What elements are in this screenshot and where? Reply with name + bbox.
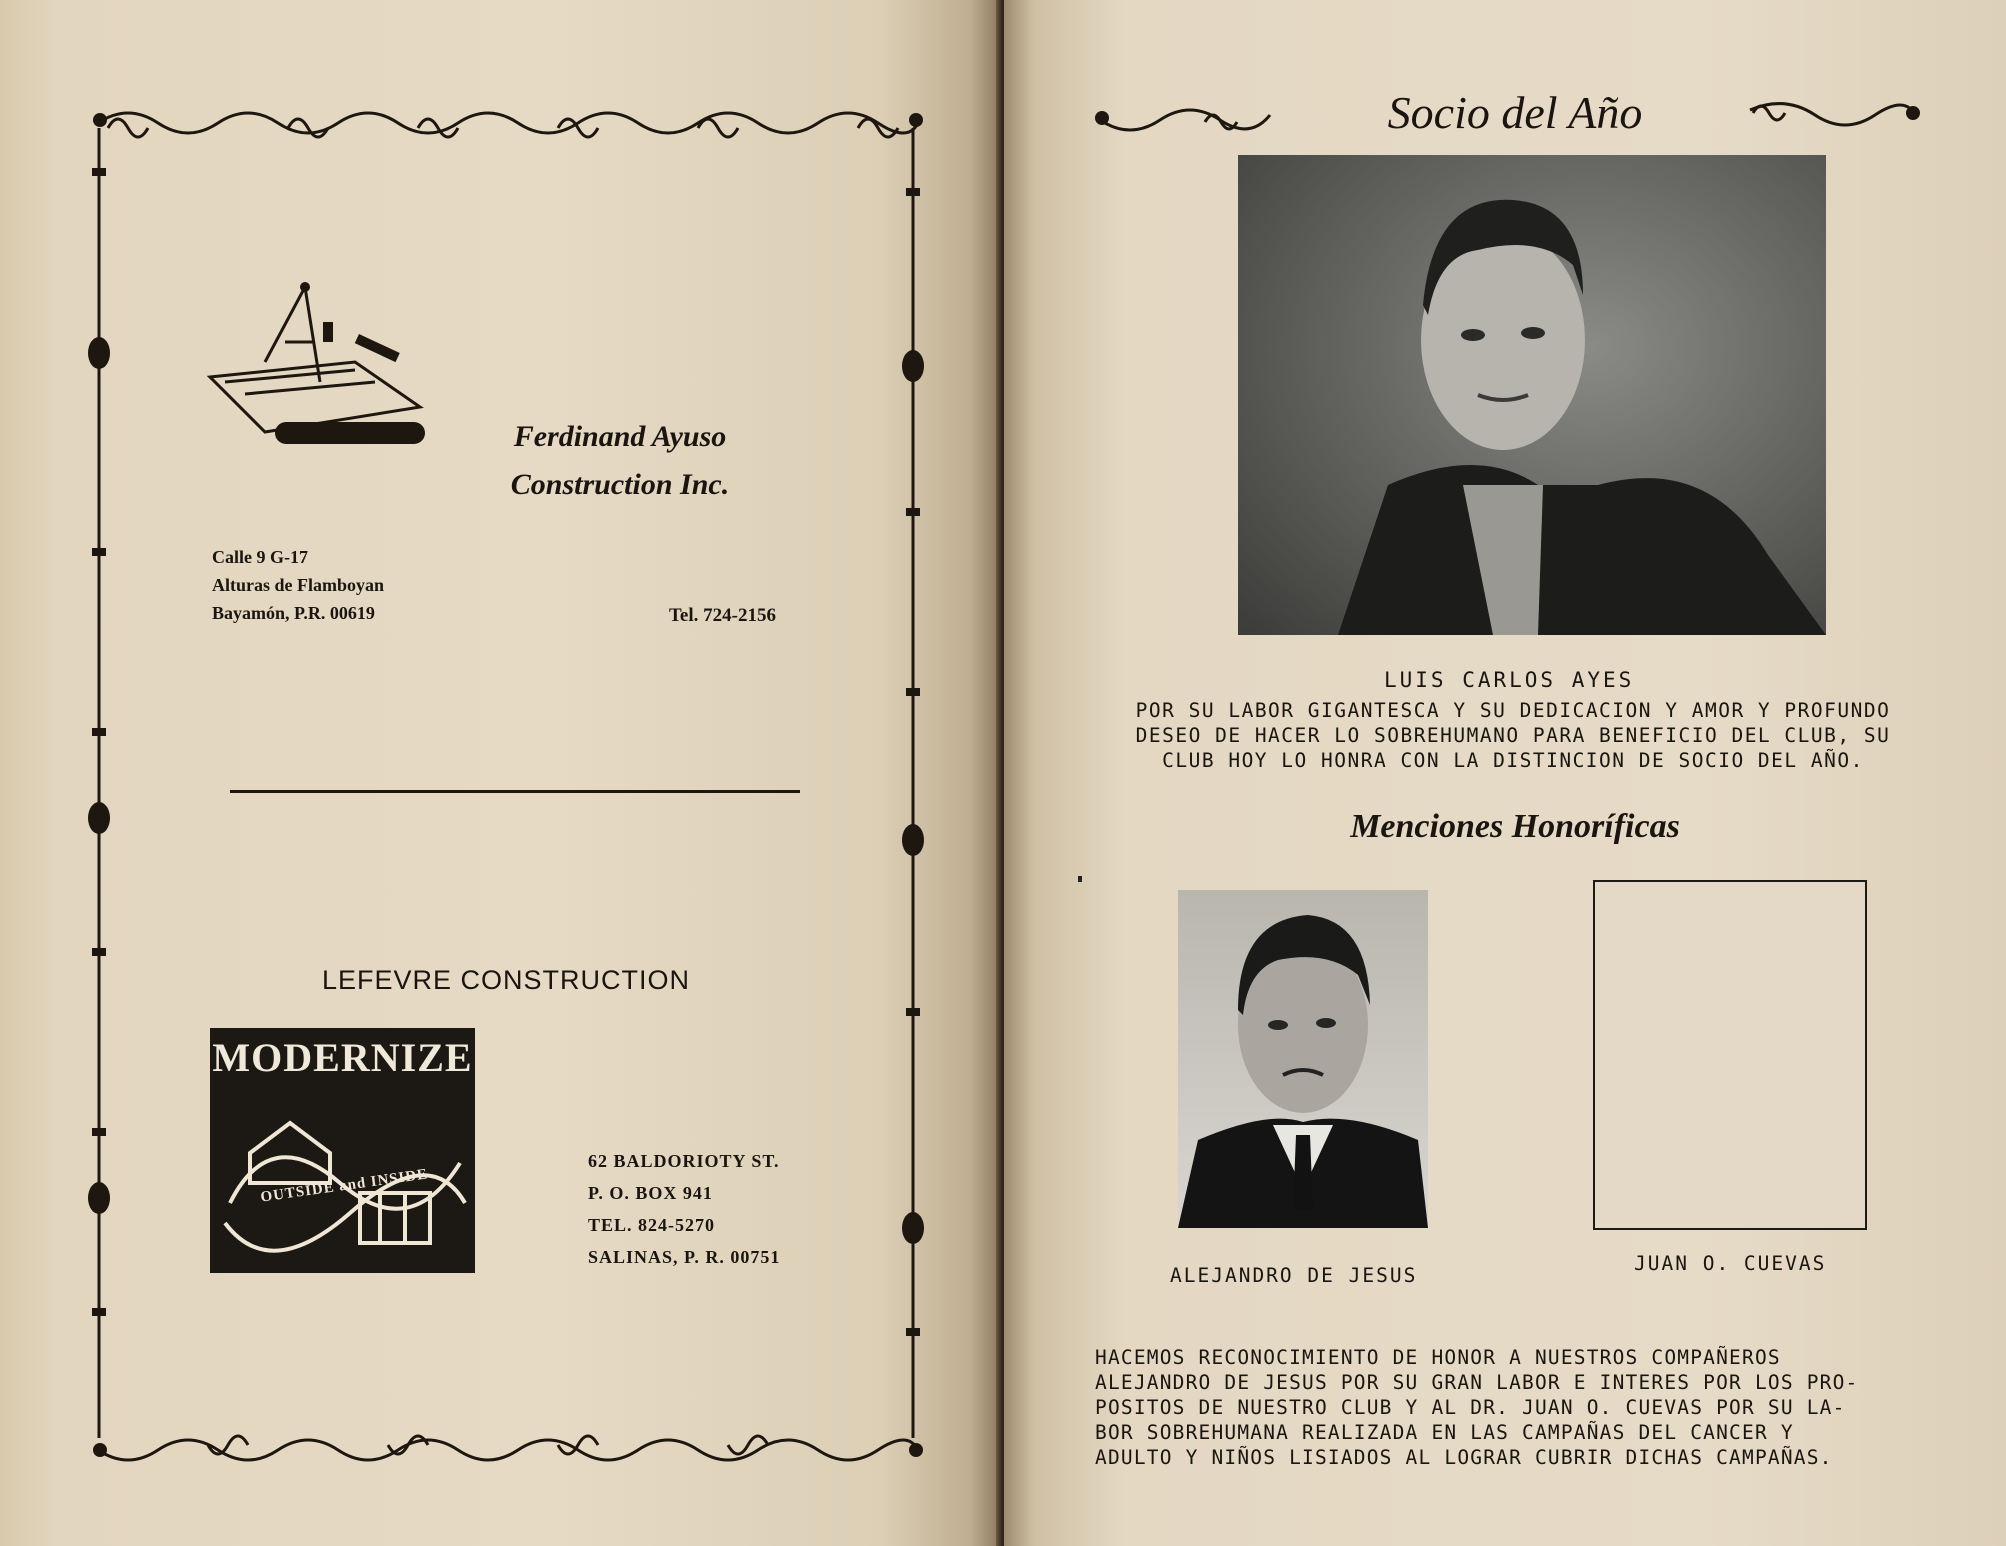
- address-line: Alturas de Flamboyan: [212, 575, 385, 595]
- closing-line: ADULTO Y NIÑOS LISIADOS AL LOGRAR CUBRIR DICHAS CAMPAÑAS.: [1095, 1446, 1833, 1469]
- ornament-right-of-title: [1745, 95, 1925, 135]
- modernize-logo: [210, 1028, 475, 1273]
- tribute-line: CLUB HOY LO HONRA CON LA DISTINCION DE SOCIO DEL AÑO.: [1162, 749, 1864, 772]
- alejandro-de-jesus-photo: [1178, 890, 1428, 1228]
- honorable-mentions-heading: Menciones Honoríficas: [1350, 808, 1680, 845]
- modernize-logo-title: MODERNIZE: [212, 1035, 473, 1080]
- tribute-line: POR SU LABOR GIGANTESCA Y SU DEDICACION Y AMOR Y PROFUNDO: [1135, 699, 1891, 722]
- left-page: [0, 0, 1000, 1546]
- ornamental-border-bottom: [88, 1425, 928, 1475]
- company-name-line1: Ferdinand Ayuso: [513, 420, 727, 453]
- ornamental-border-top: [88, 98, 928, 148]
- lefevre-address: [588, 1145, 780, 1273]
- address-line: TEL. 824-5270: [588, 1215, 716, 1235]
- address-line: 62 BALDORIOTY ST.: [588, 1151, 780, 1171]
- address-line: P. O. BOX 941: [588, 1183, 713, 1203]
- portrait-illustration: [1238, 155, 1826, 635]
- closing-line: BOR SOBREHUMANA REALIZADA EN LAS CAMPAÑAS DEL CANCER Y: [1095, 1421, 1794, 1444]
- member-of-year-photo: [1238, 155, 1826, 635]
- member-tribute-text: [1088, 698, 1938, 773]
- address-line: Bayamón, P.R. 00619: [212, 603, 375, 623]
- ornamental-border-left: [84, 128, 114, 1438]
- address-line: Calle 9 G-17: [212, 547, 308, 567]
- honoree-name-alejandro: ALEJANDRO DE JESUS: [1170, 1264, 1418, 1287]
- juan-cuevas-photo-placeholder: [1593, 880, 1867, 1230]
- tribute-line: DESEO DE HACER LO SOBREHUMANO PARA BENEFICIO DEL CLUB, SU: [1135, 724, 1891, 747]
- closing-line: HACEMOS RECONOCIMIENTO DE HONOR A NUESTROS COMPAÑEROS: [1095, 1346, 1781, 1369]
- lefevre-company-name: LEFEVRE CONSTRUCTION: [322, 965, 691, 995]
- company-name-line2: Construction Inc.: [510, 468, 730, 501]
- portrait-illustration: [1178, 890, 1428, 1228]
- divider-rule: [230, 790, 800, 793]
- address-line: SALINAS, P. R. 00751: [588, 1247, 781, 1267]
- ornament-left-of-title: [1090, 100, 1275, 140]
- ferdinand-ayuso-address: [212, 543, 384, 627]
- page-title: Socio del Año: [1387, 87, 1643, 138]
- honoree-name-juan: JUAN O. CUEVAS: [1634, 1252, 1827, 1275]
- ink-speck: [1078, 876, 1082, 882]
- ferdinand-ayuso-company-name: [480, 413, 760, 509]
- member-of-year-name: LUIS CARLOS AYES: [1384, 668, 1635, 692]
- ornamental-border-right: [898, 128, 928, 1438]
- closing-line: POSITOS DE NUESTRO CLUB Y AL DR. JUAN O. CUEVAS POR SU LA-: [1095, 1396, 1846, 1419]
- closing-line: ALEJANDRO DE JESUS POR SU GRAN LABOR E INTERES POR LOS PRO-: [1095, 1371, 1859, 1394]
- modernize-logo-banner: OUTSIDE and INSIDE: [259, 1166, 430, 1206]
- ferdinand-ayuso-telephone: Tel. 724-2156: [669, 605, 776, 626]
- closing-recognition-text: [1095, 1345, 1943, 1470]
- drafting-tools-logo: [205, 282, 425, 467]
